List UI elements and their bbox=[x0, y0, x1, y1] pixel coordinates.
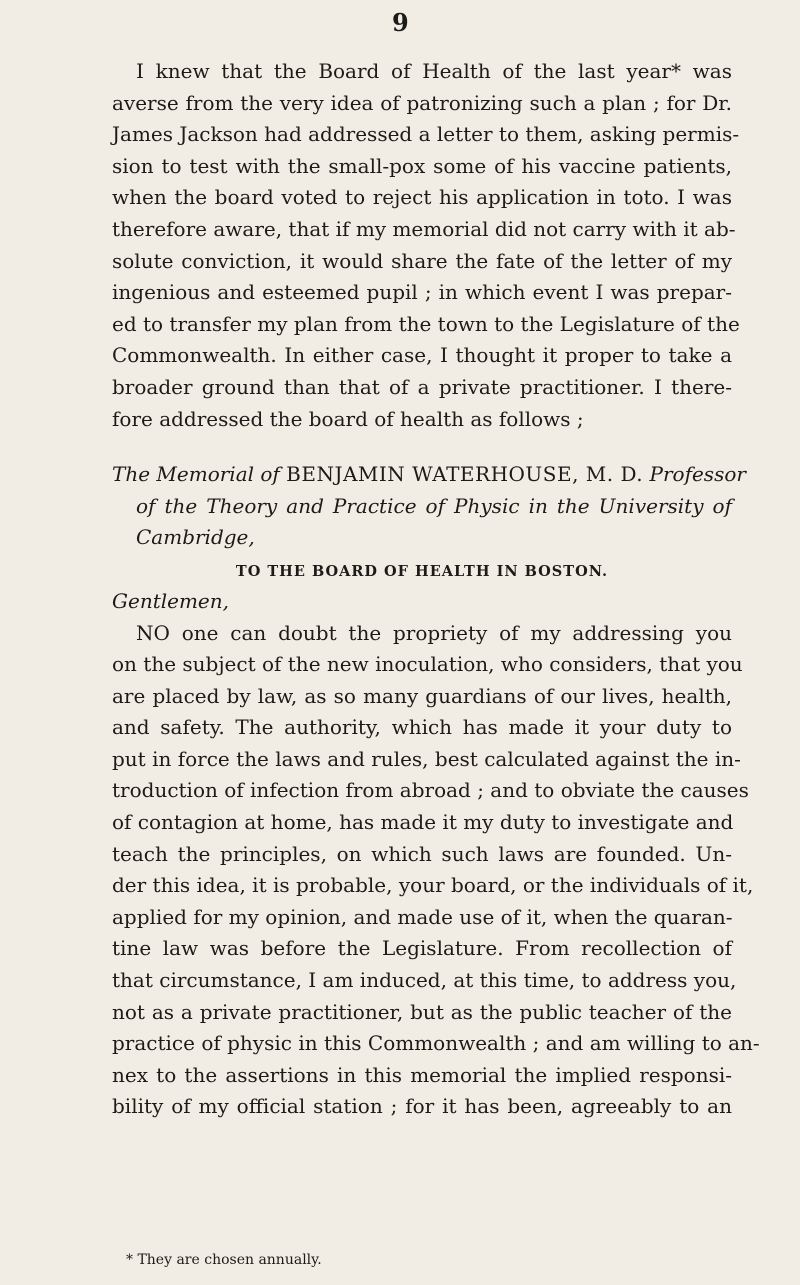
page-body bbox=[112, 56, 760, 1123]
memorial-heading: TO THE BOARD OF HEALTH IN BOSTON. bbox=[235, 562, 609, 580]
text-line: troduction of infection from abroad ; and to obviate the causes bbox=[112, 778, 749, 803]
text-line: on the subject of the new inoculation, who considers, that you bbox=[112, 652, 743, 677]
text-line: nex to the assertions in this memorial the implied responsi- bbox=[112, 1062, 732, 1087]
text-line: of contagion at home, has made it my duty to investigate and bbox=[112, 810, 734, 835]
text-line: tine law was before the Legislature. From recollection of bbox=[112, 936, 732, 961]
text-line: NO one can doubt the propriety of my addressing you bbox=[136, 620, 732, 645]
text-line: teach the principles, on which such laws are founded. Un- bbox=[112, 841, 732, 866]
text-line: sion to test with the small-pox some of his vaccine patients, bbox=[112, 153, 732, 178]
text-line: put in force the laws and rules, best calculated against the in- bbox=[112, 746, 741, 771]
text-line: therefore aware, that if my memorial did not carry with it ab- bbox=[112, 216, 736, 241]
text-line: when the board voted to reject his application in toto. I was bbox=[112, 185, 732, 210]
text-line: are placed by law, as so many guardians of our lives, health, bbox=[112, 683, 732, 708]
text-line: that circumstance, I am induced, at this time, to address you, bbox=[112, 968, 737, 993]
text-line: ingenious and esteemed pupil ; in which event I was prepar- bbox=[112, 280, 732, 305]
text-line: broader ground than that of a private practitioner. I there- bbox=[112, 374, 732, 399]
paragraph-memorial bbox=[112, 618, 760, 1124]
title-line: The Memorial of BENJAMIN WATERHOUSE, M. D. Professor bbox=[112, 462, 746, 487]
text-line: Commonwealth. In either case, I thought it proper to take a bbox=[112, 343, 732, 368]
text-line: not as a private practitioner, but as the public teacher of the bbox=[112, 999, 732, 1024]
paragraph-intro bbox=[112, 56, 740, 435]
text-line: and safety. The authority, which has made it your duty to bbox=[112, 715, 732, 740]
text-line: averse from the very idea of patronizing such a plan ; for Dr. bbox=[112, 90, 732, 115]
footnote: * They are chosen annually. bbox=[126, 1252, 322, 1268]
title-line: of the Theory and Practice of Physic in the University of bbox=[136, 493, 732, 518]
text-line: James Jackson had addressed a letter to them, asking permis- bbox=[112, 122, 740, 147]
text-line: der this idea, it is probable, your board, or the individuals of it, bbox=[112, 873, 754, 898]
salutation: Gentlemen, bbox=[112, 588, 230, 613]
memorial-title bbox=[112, 459, 746, 554]
page-number: 9 bbox=[392, 8, 409, 37]
text-line: ed to transfer my plan from the town to the Legislature of the bbox=[112, 311, 740, 336]
title-line: Cambridge, bbox=[136, 525, 255, 550]
text-line: solute conviction, it would share the fate of the letter of my bbox=[112, 248, 732, 273]
text-line: practice of physic in this Commonwealth ; and am willing to an- bbox=[112, 1031, 760, 1056]
text-line: I knew that the Board of Health of the last year* was bbox=[136, 59, 732, 83]
text-line: bility of my official station ; for it has been, agreeably to an bbox=[112, 1094, 732, 1119]
text-line: fore addressed the board of health as follows ; bbox=[112, 406, 584, 431]
text-line: applied for my opinion, and made use of it, when the quaran- bbox=[112, 904, 733, 929]
